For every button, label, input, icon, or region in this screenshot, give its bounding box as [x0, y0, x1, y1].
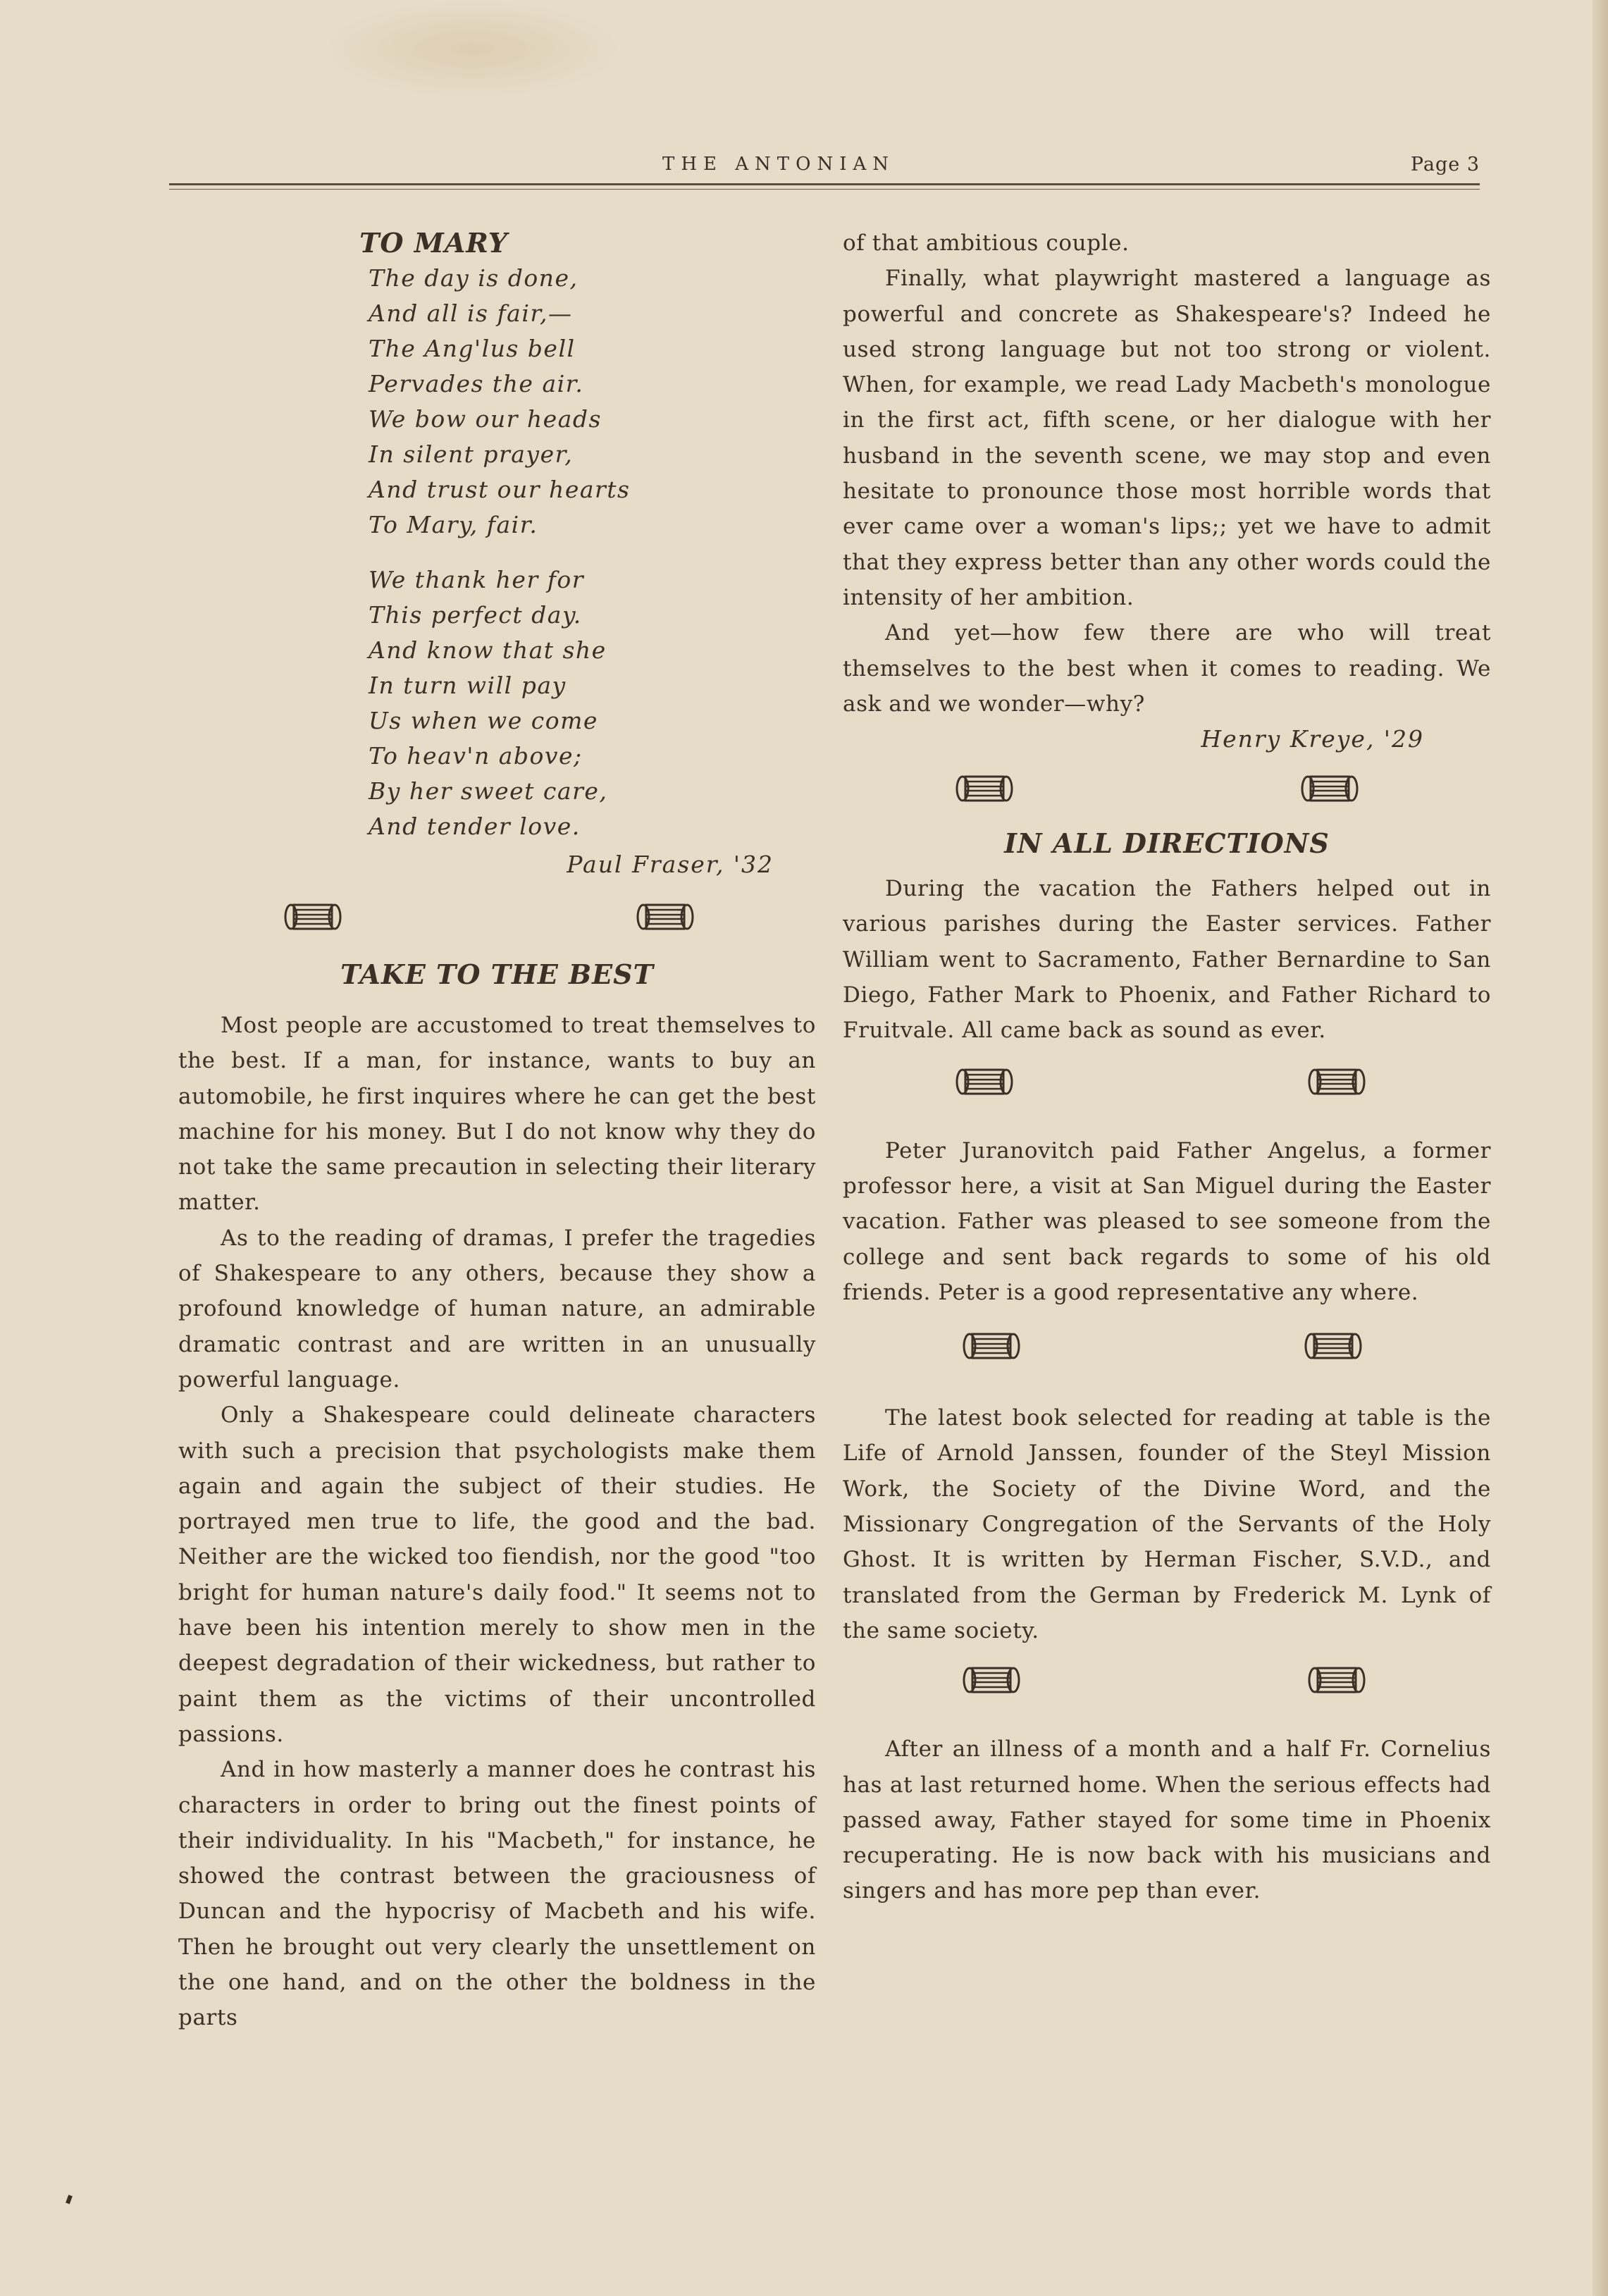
scroll-ornament-icon	[284, 901, 342, 933]
poem-line: In silent prayer,	[369, 440, 574, 468]
ink-mark	[66, 2195, 73, 2204]
ornament-divider	[178, 891, 816, 947]
running-header	[169, 154, 1480, 182]
news-item: After an illness of a month and a half Fr. Cornelius has at last returned home. When the serious effects had passed away, Father stayed for some time in Phoenix recuperating. He is now back with his musicians and singers and has more pep than ever.	[843, 1736, 1491, 1904]
scroll-ornament-icon	[1301, 772, 1359, 805]
ornament-divider	[843, 1654, 1491, 1710]
news-title: IN ALL DIRECTIONS	[1004, 827, 1330, 860]
scroll-ornament-icon	[963, 1664, 1020, 1696]
article-paragraph: Finally, what playwright mastered a language as powerful and concrete as Shakespeare's? Indeed he used strong language but not too strong or violent. When, for example, we read Lady Macbeth's monologue in the first act, fifth scene, or her dialogue with her husband in the seventh scene, we may stop and even hesitate to pronounce those most horrible words that ever came over a woman's lips;; yet we have to admit that they express better than any other words could the intensity of her ambition.	[843, 266, 1491, 610]
poem-line: The day is done,	[369, 264, 579, 292]
article-paragraph: And yet—how few there are who will treat themselves to the best when it comes to reading. We ask and we wonder—why?	[843, 620, 1491, 717]
header-rule	[169, 183, 1480, 185]
article-paragraph: Only a Shakespeare could delineate characters with such a precision that psychologists make them again and again the subject of their studies. He portrayed men true to life, the good and the bad. Neither are the wicked too fiendish, nor the good "too bright for human nature's daily food." It seems not to have been his intention merely to show men in the deepest degradation of their wickedness, but rather to paint them as the victims of their uncontrolled passions.	[178, 1402, 816, 1747]
left-column	[178, 226, 816, 2036]
poem-line: We thank her for	[369, 566, 585, 593]
paper-stain	[321, 0, 624, 99]
article-title: TAKE TO THE BEST	[340, 958, 654, 990]
ornament-divider	[843, 1056, 1491, 1112]
poem-line: Us when we come	[369, 707, 598, 734]
poem-line: And tender love.	[369, 813, 581, 840]
poem-line: To Mary, fair.	[369, 511, 538, 538]
poem-author: Paul Fraser, '32	[567, 851, 774, 878]
article-paragraph: Most people are accustomed to treat themselves to the best. If a man, for instance, wants to buy an automobile, he first inquires where he can get the best machine for his money. But I do not know why they do not take the same precaution in selecting their literary matter.	[178, 1013, 816, 1216]
poem-line: In turn will pay	[369, 672, 567, 699]
scroll-ornament-icon	[963, 1330, 1020, 1362]
news-item: Peter Juranovitch paid Father Angelus, a former professor here, a visit at San Miguel during the Easter vacation. Father was pleased to see someone from the college and sent back regards to some of his old friends. Peter is a good representative any where.	[843, 1137, 1491, 1305]
poem-line: We bow our heads	[369, 405, 602, 433]
article-paragraph: As to the reading of dramas, I prefer the tragedies of Shakespeare to any others, because they show a profound knowledge of human nature, an admirable dramatic contrast and are written in an unusually powerful language.	[178, 1225, 816, 1393]
scroll-ornament-icon	[1308, 1066, 1366, 1098]
ornament-divider	[843, 1320, 1491, 1376]
poem-line: Pervades the air.	[369, 370, 584, 397]
publication-title: THE ANTONIAN	[662, 154, 895, 175]
news-item: The latest book selected for reading at table is the Life of Arnold Janssen, founder of the Steyl Mission Work, the Society of the Divine Word, and the Missionary Congregation of the Servants of the Holy Ghost. It is written by Herman Fischer, S.V.D., and translated from the German by Frederick M. Lynk of the same society.	[843, 1405, 1491, 1643]
news-item: During the vacation the Fathers helped out in various parishes during the Easter services. Father William went to Sacramento, Father Bernardine to San Diego, Father Mark to Phoenix, and Father Richard to Fruitvale. All came back as sound as ever.	[843, 876, 1491, 1044]
poem-title: TO MARY	[359, 227, 508, 259]
page-edge	[1592, 0, 1608, 2296]
article-author: Henry Kreye, '29	[1201, 725, 1424, 753]
poem-line: And all is fair,—	[369, 300, 573, 327]
header-rule-thin	[169, 189, 1480, 190]
article-paragraph: of that ambitious couple.	[843, 230, 1130, 256]
scroll-ornament-icon	[636, 901, 694, 933]
scroll-ornament-icon	[955, 1066, 1013, 1098]
scroll-ornament-icon	[1308, 1664, 1366, 1696]
stanza-gap	[369, 543, 816, 562]
poem-body	[369, 261, 816, 844]
page-number: Page 3	[1410, 154, 1480, 175]
scroll-ornament-icon	[1304, 1330, 1362, 1362]
poem-line: To heav'n above;	[369, 742, 583, 770]
scroll-ornament-icon	[955, 772, 1013, 805]
article-paragraph: And in how masterly a manner does he contrast his characters in order to bring out the finest points of their individuality. In his "Macbeth," for instance, he showed the contrast between the graciousness of Duncan and the hypocrisy of Macbeth and his wife. Then he brought out very clearly the unsettlement on the one hand, and on the other the boldness in the parts	[178, 1757, 816, 2031]
poem-line: By her sweet care,	[369, 777, 608, 805]
poem-line: The Ang'lus bell	[369, 335, 576, 362]
poem-line: This perfect day.	[369, 601, 582, 629]
poem-line: And trust our hearts	[369, 476, 631, 503]
poem-line: And know that she	[369, 636, 607, 664]
right-column	[843, 226, 1491, 1909]
ornament-divider	[843, 763, 1491, 819]
